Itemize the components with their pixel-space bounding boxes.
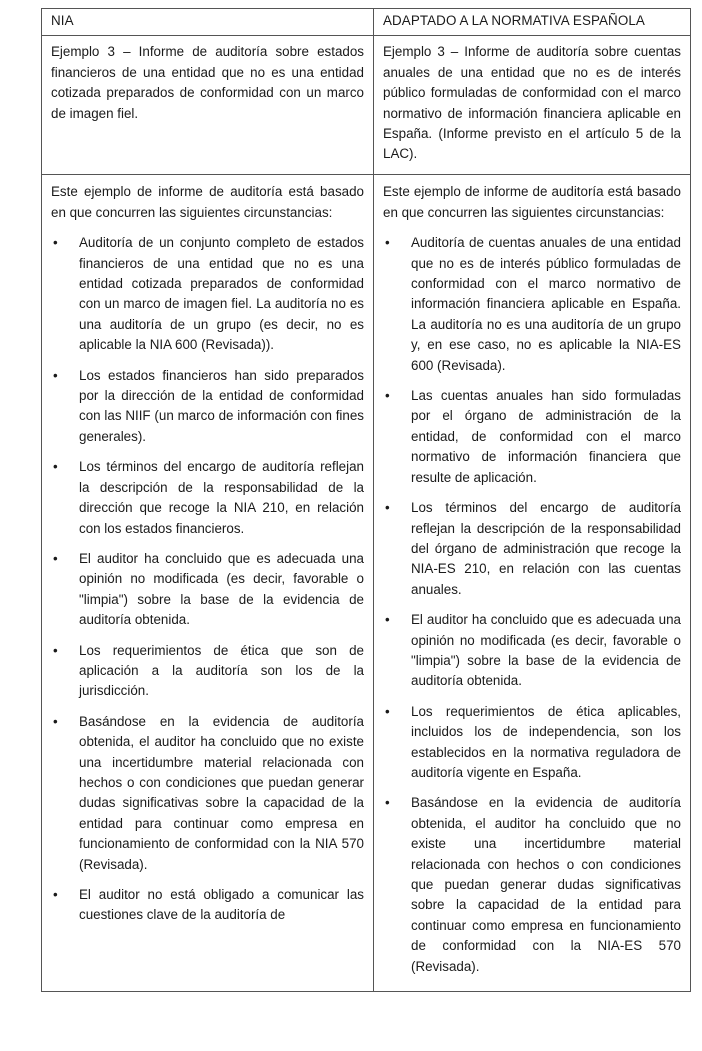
title-cell-right bbox=[374, 36, 691, 175]
bullet-icon: • bbox=[53, 887, 58, 902]
list-item bbox=[51, 549, 364, 631]
list-item-text: Los términos del encargo de auditoría reflejan la descripción de la responsabilidad de la dirección que recoge la NIA 210, en relación con los estados financieros. bbox=[79, 459, 364, 536]
list-item bbox=[51, 233, 364, 355]
document-page bbox=[41, 8, 692, 1003]
list-item-text: El auditor ha concluido que es adecuada una opinión no modificada (es decir, favorable o "limpia") sobre la base de la evidencia de auditoría obtenida. bbox=[79, 550, 364, 628]
list-item-text: Los requerimientos de ética que son de aplicación a la auditoría son los de la jurisdicción. bbox=[79, 642, 364, 699]
list-item bbox=[383, 386, 681, 488]
list-item bbox=[383, 702, 681, 784]
bullet-icon: • bbox=[385, 500, 390, 516]
list-item bbox=[51, 712, 364, 875]
bullet-icon: • bbox=[53, 642, 58, 658]
bullet-list-left bbox=[51, 233, 364, 926]
header-row bbox=[42, 9, 691, 36]
list-item bbox=[51, 641, 364, 702]
list-item bbox=[383, 793, 681, 977]
body-cell-right bbox=[374, 175, 691, 992]
list-item-text: Las cuentas anuales han sido formuladas por el órgano de administración de la entidad, de conformidad con el marco normativo de información financiera que resulte de aplicación. bbox=[411, 388, 681, 485]
comparison-table bbox=[41, 8, 691, 992]
bullet-icon: • bbox=[53, 550, 58, 566]
bullet-icon: • bbox=[53, 367, 58, 383]
header-nia: NIA bbox=[42, 9, 374, 36]
list-item-text: Auditoría de un conjunto completo de estados financieros de una entidad que no es una entidad cotizada preparados de conformidad con un marco de imagen fiel. La auditoría no es una auditoría de un grupo (es decir, no es aplicable la NIA 600 (Revisada)). bbox=[79, 235, 364, 353]
body-row bbox=[42, 175, 691, 992]
bullet-icon: • bbox=[385, 795, 390, 811]
bullet-icon: • bbox=[385, 703, 390, 719]
list-item-text: El auditor no está obligado a comunicar las cuestiones clave de la auditoría de bbox=[79, 887, 364, 923]
list-item bbox=[51, 885, 364, 926]
list-item-text: Los términos del encargo de auditoría reflejan la descripción de la responsabilidad del órgano de administración que recoge la NIA-ES 210, en relación con las cuentas anuales. bbox=[411, 500, 681, 597]
example-title-right: Ejemplo 3 – Informe de auditoría sobre cuentas anuales de una entidad que no es de interés público formuladas de conformidad con el marco normativo de información financiera aplicable en España. (Informe previsto en el artículo 5 de la LAC). bbox=[383, 44, 681, 162]
list-item bbox=[51, 366, 364, 448]
bullet-icon: • bbox=[53, 713, 58, 729]
list-item-text: Los requerimientos de ética aplicables, incluidos los de independencia, son los establecidos en la normativa reguladora de auditoría vigente en España. bbox=[411, 703, 681, 780]
intro-text-left: Este ejemplo de informe de auditoría está basado en que concurren las siguientes circunstancias: bbox=[51, 184, 364, 220]
bullet-icon: • bbox=[53, 459, 58, 475]
example-title-left: Ejemplo 3 – Informe de auditoría sobre estados financieros de una entidad que no es una entidad cotizada preparados de conformidad con un marco de imagen fiel. bbox=[51, 44, 364, 121]
header-adapted: ADAPTADO A LA NORMATIVA ESPAÑOLA bbox=[374, 9, 691, 36]
bullet-list-right bbox=[383, 233, 681, 977]
bullet-icon: • bbox=[53, 235, 58, 251]
bullet-icon: • bbox=[385, 612, 390, 628]
bullet-icon: • bbox=[385, 235, 390, 251]
list-item-text: El auditor ha concluido que es adecuada una opinión no modificada (es decir, favorable o "limpia") sobre la base de la evidencia de auditoría obtenida. bbox=[411, 612, 681, 689]
list-item-text: Auditoría de cuentas anuales de una entidad que no es de interés público formuladas de conformidad con el marco normativo de información financiera aplicable en España. La auditoría no es una auditoría de un grupo y, en ese caso, no es aplicable la NIA-ES 600 (Revisada). bbox=[411, 235, 681, 373]
title-row bbox=[42, 36, 691, 175]
list-item-text: Basándose en la evidencia de auditoría obtenida, el auditor ha concluido que no existe una incertidumbre material relacionada con hechos o con condiciones que puedan generar dudas significativas sobre la capacidad de la entidad para continuar como empresa en funcionamiento de conformidad con la NIA-ES 570 (Revisada). bbox=[411, 795, 681, 974]
list-item bbox=[383, 610, 681, 692]
title-cell-left bbox=[42, 36, 374, 175]
list-item bbox=[383, 233, 681, 376]
list-item-text: Basándose en la evidencia de auditoría obtenida, el auditor ha concluido que no existe una incertidumbre material relacionada con hechos o con condiciones que puedan generar dudas significativas sobre la capacidad de la entidad para continuar como empresa en funcionamiento de conformidad con la NIA 570 (Revisada). bbox=[79, 713, 364, 872]
list-item bbox=[51, 457, 364, 539]
body-cell-left bbox=[42, 175, 374, 992]
bullet-icon: • bbox=[385, 388, 390, 404]
list-item bbox=[383, 498, 681, 600]
intro-text-right: Este ejemplo de informe de auditoría está basado en que concurren las siguientes circunstancias: bbox=[383, 184, 681, 220]
list-item-text: Los estados financieros han sido preparados por la dirección de la entidad de conformidad con las NIIF (un marco de información con fines generales). bbox=[79, 367, 364, 444]
